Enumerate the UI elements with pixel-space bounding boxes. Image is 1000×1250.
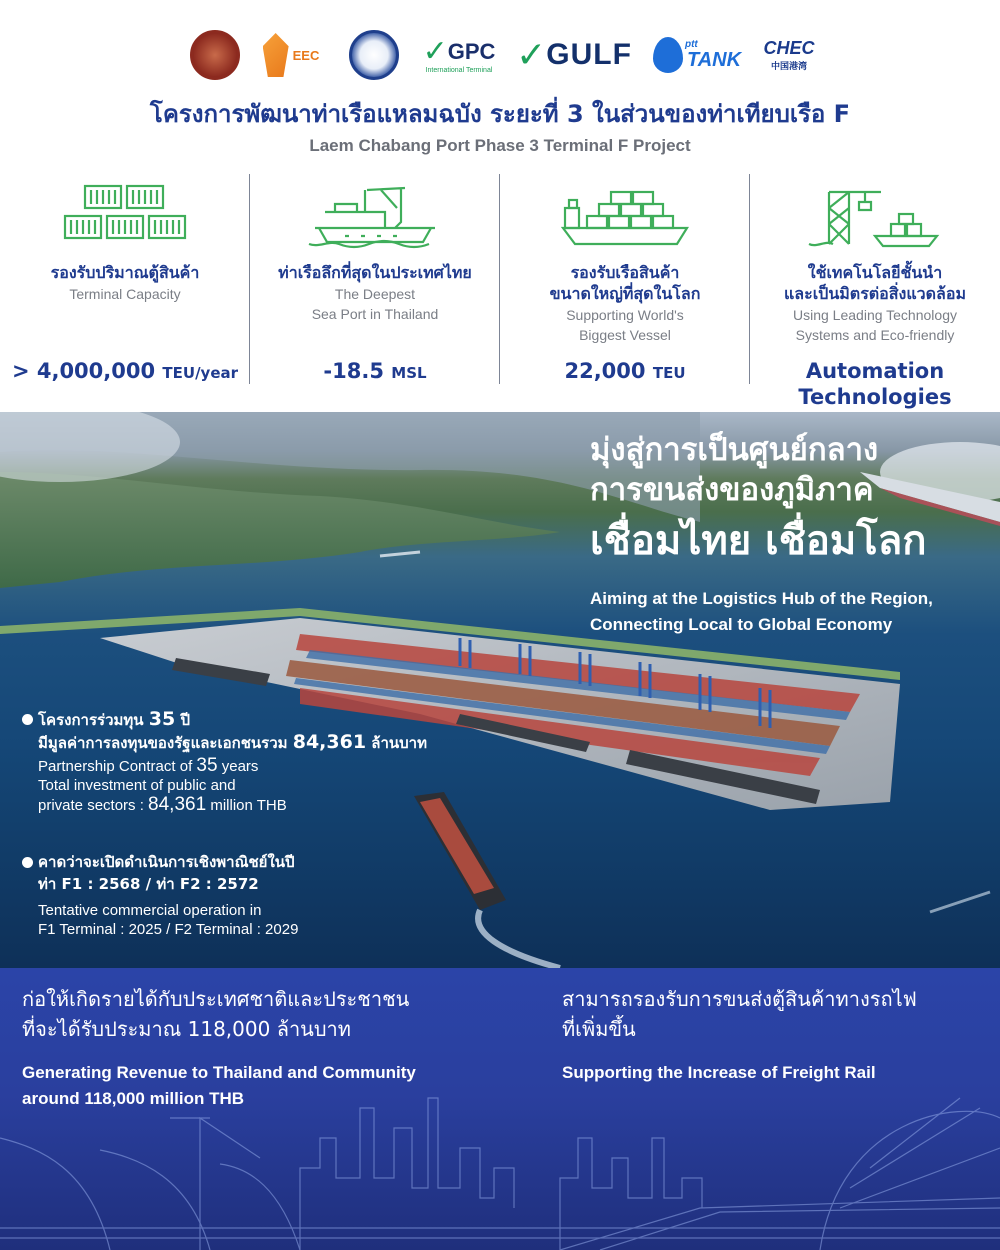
bullet-partnership: โครงการร่วมทุน 35 ปี มีมูลค่าการลงทุนของรัฐและเอกชนรวม 84,361 ล้านบาท Partnership Contract of 35 years Total investment of public and private sectors : 84,361 million THB — [20, 708, 490, 815]
bullet-commercial-operation: คาดว่าจะเปิดดำเนินการเชิงพาณิชย์ในปี ท่า F1 : 2568 / ท่า F2 : 2572 Tentative commercial operation in F1 Terminal : 2025 / F2 Terminal : 2029 — [20, 851, 490, 939]
containers-icon — [55, 182, 195, 250]
port-authority-seal-logo — [348, 26, 400, 84]
page-title: โครงการพัฒนาท่าเรือแหลมฉบัง ระยะที่ 3 ในส่วนของท่าเทียบเรือ F — [149, 100, 851, 128]
bullet-dot-icon — [22, 857, 33, 868]
page-subtitle: Laem Chabang Port Phase 3 Terminal F Project — [309, 136, 691, 155]
flame-drop-icon — [653, 37, 683, 73]
check-icon: ✓ — [422, 33, 448, 69]
gulf-logo: ✓ GULF — [516, 34, 632, 76]
feature-title-th: ใช้เทคโนโลยีชั้นนำ และเป็นมิตรต่อสิ่งแวดล้อม — [783, 263, 967, 303]
feature-title-en: The Deepest Sea Port in Thailand — [311, 286, 439, 322]
automation-crane-icon — [805, 182, 945, 250]
project-bullets — [20, 708, 490, 939]
container-ship-icon — [555, 182, 695, 250]
eec-logo: EEC — [258, 26, 324, 84]
bullet-dot-icon — [22, 714, 33, 725]
benefit-revenue: ก่อให้เกิดรายได้กับประเทศชาติและประชาชน ที่จะได้รับประมาณ 118,000 ล้านบาท Generating Revenue to Thailand and Community around 118,000 million THB — [22, 987, 416, 1108]
feature-columns — [0, 172, 1000, 412]
gpc-logo: ✓ GPC International Terminal — [422, 33, 496, 74]
headline: มุ่งสู่การเป็นศูนย์กลาง การขนส่งของภูมิภาค เชื่อมไทย เชื่อมโลก Aiming at the Logistics Hub of the Region, Connecting Local to Global Economy — [590, 432, 933, 634]
port-crane-icon — [305, 182, 445, 250]
feature-title-en: Using Leading Technology Systems and Eco-friendly — [793, 307, 957, 343]
port-aerial-photo — [0, 412, 1000, 968]
government-seal-logo — [190, 26, 240, 84]
partner-logos — [0, 26, 1000, 86]
feature-title-en: Supporting World's Biggest Vessel — [566, 307, 684, 343]
feature-value: 22,000 TEU — [564, 359, 686, 383]
chec-logo: CHEC 中国港湾 — [763, 38, 815, 72]
check-icon: ✓ — [516, 34, 547, 76]
feature-terminal-capacity — [0, 172, 250, 412]
feature-title-th: ท่าเรือลึกที่สุดในประเทศไทย — [278, 263, 472, 282]
feature-title-th: รองรับปริมาณตู้สินค้า — [50, 263, 200, 282]
feature-automation — [750, 172, 1000, 412]
eec-icon — [263, 33, 289, 77]
ptt-tank-logo: ptt TANK — [652, 26, 742, 84]
feature-value: > 4,000,000 TEU/year — [11, 359, 239, 383]
feature-value: Automation Technologies — [798, 359, 952, 409]
feature-deepest-port — [250, 172, 500, 412]
benefits-band — [0, 968, 1000, 1250]
benefit-freight-rail: สามารถรองรับการขนส่งตู้สินค้าทางรถไฟ ที่เพิ่มขึ้น Supporting the Increase of Freight Rail — [562, 987, 917, 1082]
feature-title-en: Terminal Capacity — [69, 286, 181, 302]
feature-biggest-vessel — [500, 172, 750, 412]
feature-title-th: รองรับเรือสินค้า ขนาดใหญ่ที่สุดในโลก — [549, 263, 701, 303]
feature-value: -18.5 MSL — [323, 359, 427, 383]
